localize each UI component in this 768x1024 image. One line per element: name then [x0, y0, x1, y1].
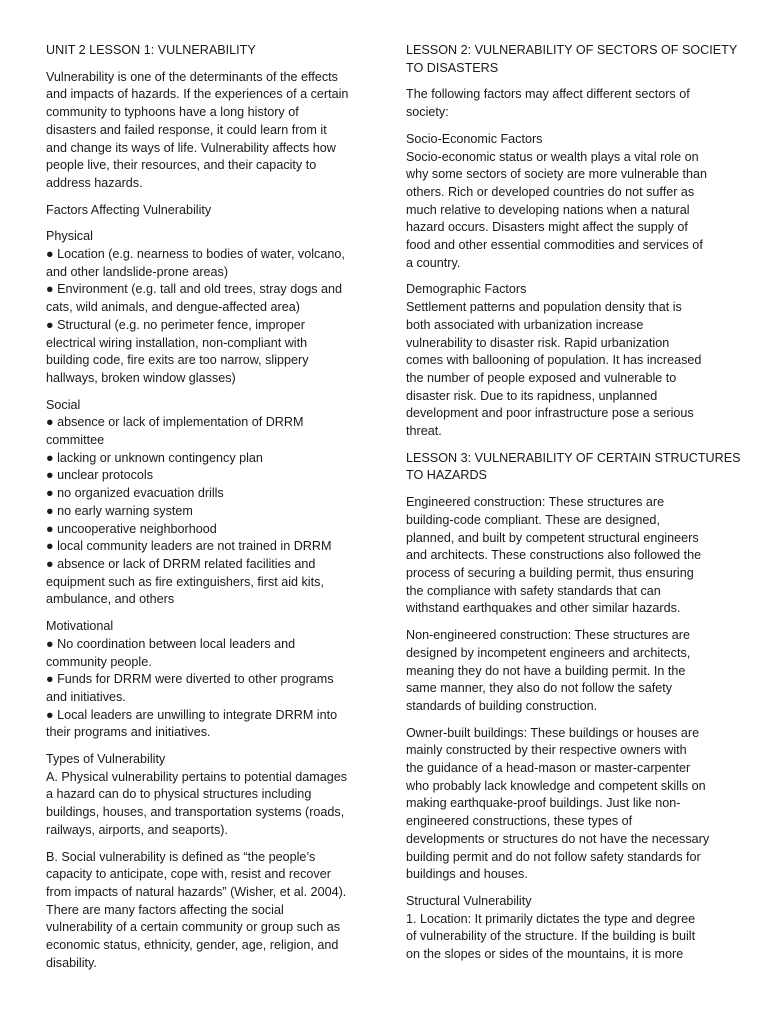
left-paragraph [46, 618, 366, 742]
text-line: development and poor infrastructure pose a serious [406, 406, 694, 421]
text-line: on the slopes or sides of the mountains, it is more [406, 947, 684, 962]
right-paragraph [406, 281, 728, 440]
text-line: ● lacking or unknown contingency plan [46, 450, 263, 465]
text-line: vulnerability to disaster risk. Rapid urbanization [406, 335, 670, 350]
text-line: meaning they do not have a building permit. In the [406, 663, 686, 678]
text-line: developments or structures do not have the necessary [406, 831, 710, 846]
text-line: standards of building construction. [406, 698, 598, 713]
text-line: ● Location (e.g. nearness to bodies of water, volcano, [46, 247, 345, 262]
text-line: hazard occurs. Disasters might affect the supply of [406, 220, 688, 235]
text-line: TO DISASTERS [406, 60, 499, 75]
text-line: food and other essential commodities and services of [406, 238, 703, 253]
text-line: threat. [406, 424, 442, 439]
text-line: disasters and failed response, it could learn from it [46, 122, 327, 137]
text-line: the number of people exposed and vulnerable to [406, 370, 677, 385]
text-line: both associated with urbanization increase [406, 317, 644, 332]
text-line: ● Funds for DRRM were diverted to other programs [46, 672, 334, 687]
text-line: community to typhoons have a long history of [46, 105, 299, 120]
text-line: Owner-built buildings: These buildings or houses are [406, 725, 700, 740]
text-line: and impacts of hazards. If the experiences of a certain [46, 87, 349, 102]
text-line: Motivational [46, 619, 114, 634]
right-paragraph [406, 725, 728, 884]
text-line: the guidance of a head-mason or master-carpenter [406, 761, 691, 776]
text-line: A. Physical vulnerability pertains to potential damages [46, 769, 348, 784]
text-line: Settlement patterns and population density that is [406, 300, 682, 315]
right-paragraph [406, 86, 728, 121]
right-paragraph [406, 494, 728, 618]
text-line: why some sectors of society are more vulnerable than [406, 167, 707, 182]
text-line: The following factors may affect different sectors of [406, 87, 690, 102]
text-line: building-code compliant. These are designed, [406, 512, 660, 527]
text-line: capacity to anticipate, cope with, resist and recover [46, 867, 331, 882]
text-line: equipment such as fire extinguishers, first aid kits, [46, 574, 324, 589]
text-line: ● unclear protocols [46, 468, 154, 483]
text-line: hallways, broken window glasses) [46, 370, 236, 385]
text-line: vulnerability of a certain community or group such as [46, 920, 340, 935]
left-paragraph [46, 849, 366, 973]
left-column [46, 42, 366, 981]
text-line: Socio-Economic Factors [406, 131, 543, 146]
text-line: Socio-economic status or wealth plays a vital role on [406, 149, 699, 164]
text-line: Engineered construction: These structures are [406, 495, 665, 510]
text-line: Types of Vulnerability [46, 752, 166, 767]
text-line: building permit and do not follow safety standards for [406, 849, 701, 864]
text-line: ● absence or lack of DRRM related facilities and [46, 556, 316, 571]
left-paragraph [46, 228, 366, 387]
text-line: community people. [46, 654, 152, 669]
text-line: address hazards. [46, 175, 143, 190]
text-line: others. Rich or developed countries do not suffer as [406, 184, 695, 199]
text-line: making earthquake-proof buildings. Just like non- [406, 796, 681, 811]
text-line: B. Social vulnerability is defined as “the people’s [46, 849, 316, 864]
text-line: a hazard can do to physical structures including [46, 787, 312, 802]
text-line: Vulnerability is one of the determinants of the effects [46, 69, 338, 84]
text-line: mainly constructed by their respective owners with [406, 743, 687, 758]
text-line: electrical wiring installation, non-compliant with [46, 335, 308, 350]
text-line: same manner, they also do not follow the safety [406, 681, 673, 696]
text-line: ● Environment (e.g. tall and old trees, stray dogs and [46, 282, 343, 297]
text-line: ● no early warning system [46, 503, 193, 518]
text-line: a country. [406, 255, 461, 270]
left-paragraph [46, 397, 366, 609]
text-line: disability. [46, 955, 97, 970]
text-line: and other landslide-prone areas) [46, 264, 229, 279]
text-line: building code, fire exits are too narrow, slippery [46, 353, 309, 368]
text-line: Social [46, 397, 81, 412]
text-line: ● No coordination between local leaders and [46, 636, 296, 651]
text-line: designed by incompetent engineers and architects, [406, 645, 691, 660]
text-line: economic status, ethnicity, gender, age, religion, and [46, 938, 339, 953]
text-line: and change its ways of life. Vulnerability affects how [46, 140, 336, 155]
text-line: buildings, houses, and transportation systems (roads, [46, 805, 345, 820]
right-column [406, 42, 741, 973]
text-line: people live, their resources, and their capacity to [46, 158, 317, 173]
text-line: Factors Affecting Vulnerability [46, 202, 212, 217]
text-line: disaster risk. Due to its rapidness, unplanned [406, 388, 658, 403]
text-line: process of securing a building permit, thus ensuring [406, 565, 694, 580]
text-line: ● uncooperative neighborhood [46, 521, 217, 536]
text-line: TO HAZARDS [406, 468, 487, 483]
text-line: the compliance with safety standards that can [406, 583, 661, 598]
text-line: Demographic Factors [406, 282, 527, 297]
text-line: withstand earthquakes and other similar hazards. [406, 601, 681, 616]
text-line: 1. Location: It primarily dictates the type and degree [406, 911, 696, 926]
left-paragraph [46, 69, 366, 193]
text-line: ● absence or lack of implementation of DRRM [46, 415, 304, 430]
text-line: much relative to developing nations when a natural [406, 202, 690, 217]
text-line: and initiatives. [46, 689, 126, 704]
text-line: who probably lack knowledge and competent skills on [406, 778, 706, 793]
text-line: and architects. These constructions also followed the [406, 548, 702, 563]
text-line: LESSON 3: VULNERABILITY OF CERTAIN STRUCTURES [406, 450, 741, 465]
left-paragraph [46, 42, 366, 60]
text-line: engineered constructions, these types of [406, 814, 633, 829]
text-line: cats, wild animals, and dengue-affected area) [46, 300, 300, 315]
text-line: ambulance, and others [46, 592, 175, 607]
text-line: railways, airports, and seaports). [46, 822, 228, 837]
text-line: planned, and built by competent structural engineers [406, 530, 699, 545]
right-paragraph [406, 42, 738, 77]
text-line: Non-engineered construction: These structures are [406, 628, 690, 643]
text-line: There are many factors affecting the social [46, 902, 284, 917]
text-line: Structural Vulnerability [406, 893, 532, 908]
text-line: from impacts of natural hazards” (Wisher, et al. 2004). [46, 884, 347, 899]
text-line: Physical [46, 229, 93, 244]
text-line: ● Structural (e.g. no perimeter fence, improper [46, 317, 305, 332]
left-paragraph [46, 751, 366, 840]
text-line: society: [406, 105, 449, 120]
text-line: committee [46, 433, 105, 448]
text-line: their programs and initiatives. [46, 725, 211, 740]
text-line: LESSON 2: VULNERABILITY OF SECTORS OF SOCIETY [406, 43, 738, 57]
right-paragraph [406, 893, 728, 964]
left-paragraph [46, 202, 366, 220]
text-line: ● no organized evacuation drills [46, 486, 224, 501]
text-line: UNIT 2 LESSON 1: VULNERABILITY [46, 43, 256, 57]
text-line: comes with ballooning of population. It has increased [406, 353, 702, 368]
text-line: of vulnerability of the structure. If the building is built [406, 929, 696, 944]
text-line: ● Local leaders are unwilling to integrate DRRM into [46, 707, 338, 722]
right-paragraph [406, 450, 741, 485]
right-paragraph [406, 131, 728, 273]
text-line: ● local community leaders are not trained in DRRM [46, 539, 332, 554]
right-paragraph [406, 627, 728, 716]
text-line: buildings and houses. [406, 867, 528, 882]
